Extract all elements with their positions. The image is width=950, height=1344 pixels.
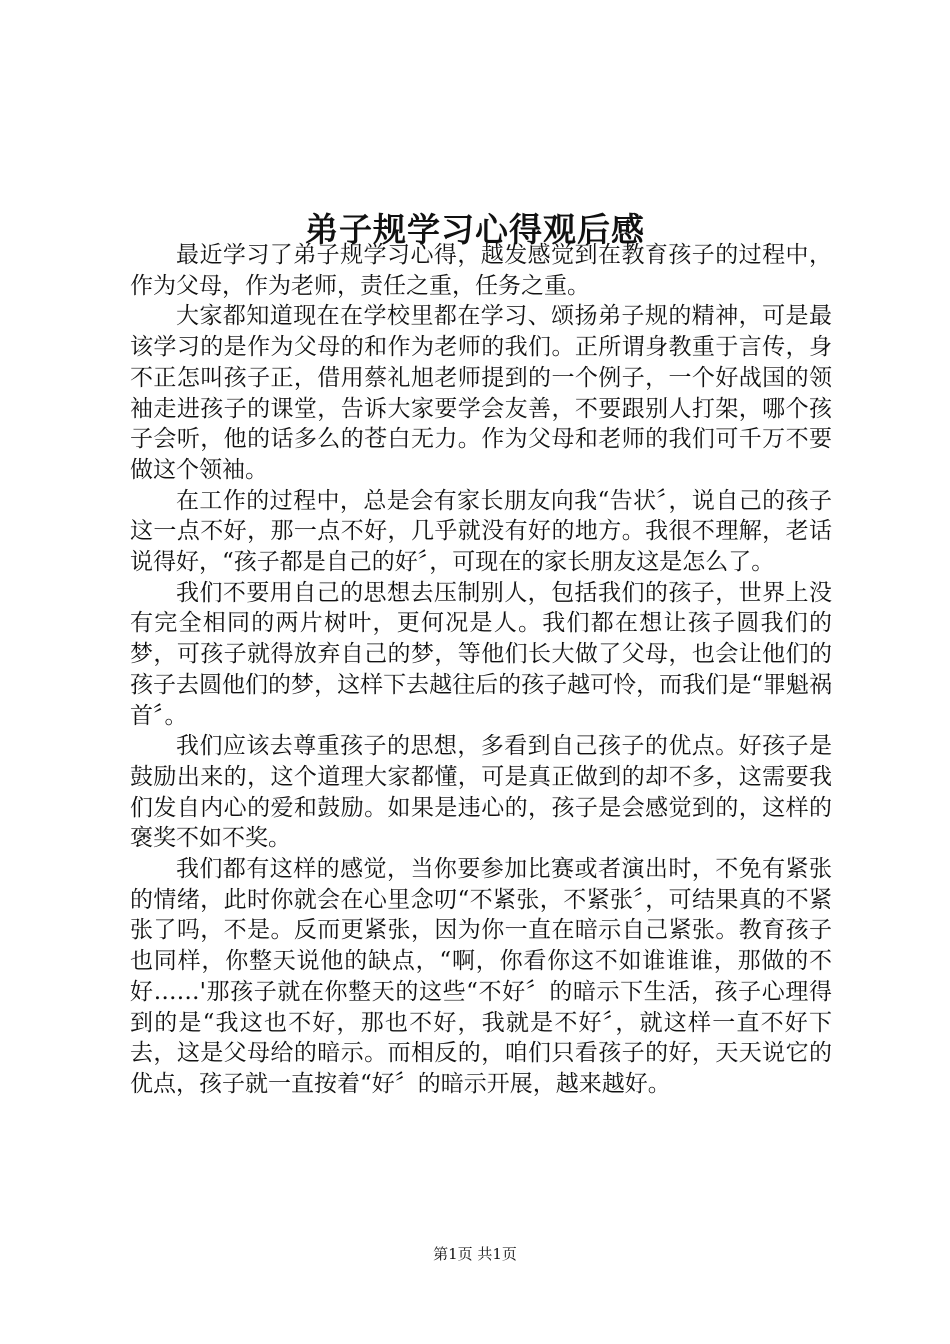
- paragraph: 在工作的过程中，总是会有家长朋友向我“告状〞，说自己的孩子这一点不好，那一点不好，几乎就没有好的地方。我很不理解，老话说得好，“孩子都是自己的好〞，可现在的家长朋友这是怎么了。: [130, 487, 832, 576]
- paragraph: 我们应该去尊重孩子的思想，多看到自己孩子的优点。好孩子是鼓励出来的，这个道理大家都懂，可是真正做到的却不多，这需要我们发自内心的爱和鼓励。如果是违心的，孩子是会感觉到的，这样的褒奖不如不奖。: [130, 733, 832, 852]
- document-body: [130, 240, 832, 1100]
- paragraph: 最近学习了弟子规学习心得，越发感觉到在教育孩子的过程中，作为父母，作为老师，责任之重，任务之重。: [130, 242, 832, 299]
- paragraph: 我们不要用自己的思想去压制别人，包括我们的孩子，世界上没有完全相同的两片树叶，更何况是人。我们都在想让孩子圆我们的梦，可孩子就得放弃自己的梦，等他们长大做了父母，也会让他们的孩子去圆他们的梦，这样下去越往后的孩子越可怜，而我们是“罪魁祸首〞。: [130, 579, 832, 729]
- page-number-footer: 第1页 共1页: [433, 1245, 517, 1263]
- paragraph: 我们都有这样的感觉，当你要参加比赛或者演出时，不免有紧张的情绪，此时你就会在心里念叨“不紧张，不紧张〞，可结果真的不紧张了吗，不是。反而更紧张，因为你一直在暗示自己紧张。教育孩子也同样，你整天说他的缺点，“啊，你看你这不如谁谁谁，那做的不好……'那孩子就在你整天的这些“不好〞的暗示下生活，孩子心理得到的是“我这也不好，那也不好，我就是不好〞，就这样一直不好下去，这是父母给的暗示。而相反的，咱们只看孩子的好，天天说它的优点，孩子就一直按着“好〞的暗示开展，越来越好。: [130, 856, 832, 1097]
- paragraph: 大家都知道现在在学校里都在学习、颂扬弟子规的精神，可是最该学习的是作为父母的和作为老师的我们。正所谓身教重于言传，身不正怎叫孩子正，借用蔡礼旭老师提到的一个例子，一个好战国的领袖走进孩子的课堂，告诉大家要学会友善，不要跟别人打架，哪个孩子会听，他的话多么的苍白无力。作为父母和老师的我们可千万不要做这个领袖。: [130, 303, 832, 483]
- document-title: 弟子规学习心得观后感: [305, 210, 645, 250]
